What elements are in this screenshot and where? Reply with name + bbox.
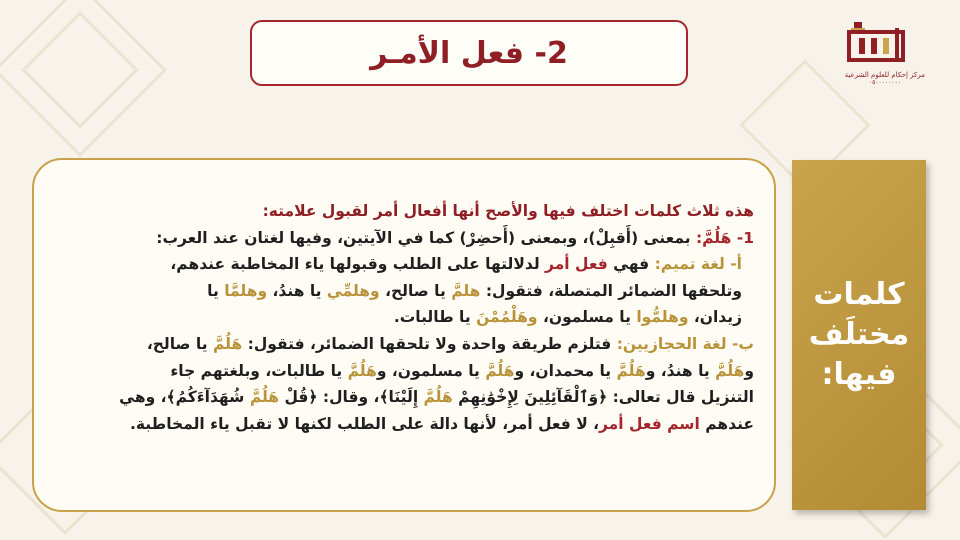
slide-title-box xyxy=(250,20,688,86)
paragraph-halumma: 1- هَلُمَّ: بمعنى (أَقبِلْ)، وبمعنى (أَحضِرْ) كما في الآيتين، وفيها لغتان عند العرب: xyxy=(156,228,754,247)
tamim-heading: أ- لغة تميم: xyxy=(654,255,742,274)
hijaz-line-4: عندهم اسم فعل أمر، لا فعل أمر، لأنها دالة على الطلب لكنها لا تقبل ياء المخاطبة. xyxy=(130,414,754,433)
fil-amr-term: فعل أمر xyxy=(545,255,608,274)
content-text xyxy=(54,198,754,437)
logo-caption: مركز إحكام للعلوم الشرعية xyxy=(844,71,925,79)
hijaz-line-1: ب- لغة الحجازيين: فتلزم طريقة واحدة ولا تلحقها الضمائر، فتقول: هَلُمَّ يا صالح، xyxy=(146,334,754,353)
hijaz-heading: ب- لغة الحجازيين: xyxy=(616,334,754,353)
content-box xyxy=(32,158,776,512)
tamim-line-3: زيدان، وهلمُّوا يا مسلمون، وهَلْمُمْنَ يا طالبات. xyxy=(393,308,742,327)
hijaz-line-2: وهَلُمَّ يا هندُ، وهَلُمَّ يا محمدان، وهَلُمَّ يا مسلمون، وهَلُمَّ يا طالبات، وبلغتهم جاء xyxy=(170,361,754,380)
halumma-heading: 1- هَلُمَّ: xyxy=(695,228,754,247)
hijaz-line-3: التنزيل قال تعالى: ﴿وَٱلْقَآئِلِينَ لِإِخْوَٰنِهِمْ هَلُمَّ إِلَيْنَا﴾، وقال: ﴿قُلْ هَلُمَّ شُهَدَآءَكُمُ﴾، وهي xyxy=(119,388,754,407)
tamim-line-1: أ- لغة تميم: فهي فعل أمر لدلالتها على الطلب وقبولها ياء المخاطبة عندهم، xyxy=(170,255,742,274)
brand-logo xyxy=(845,22,925,92)
slide-title: 2- فعل الأمـر xyxy=(370,35,568,71)
side-panel-text: كلمات مختلَف فيها: xyxy=(808,277,910,392)
side-panel xyxy=(792,160,926,510)
ism-fil-amr-term: اسم فعل أمر xyxy=(599,414,700,433)
logo-subcaption: ٠٥٠٠٠٠٠٠٠٠ xyxy=(868,79,902,86)
logo-icon xyxy=(845,22,907,64)
intro-line: هذه ثلاث كلمات اختلف فيها والأصح أنها أفعال أمر لقبول علامته: xyxy=(262,202,754,220)
tamim-line-2: وتلحقها الضمائر المتصلة، فتقول: هلمَّ يا صالح، وهلمِّي يا هندُ، وهلمَّا يا xyxy=(207,281,742,300)
